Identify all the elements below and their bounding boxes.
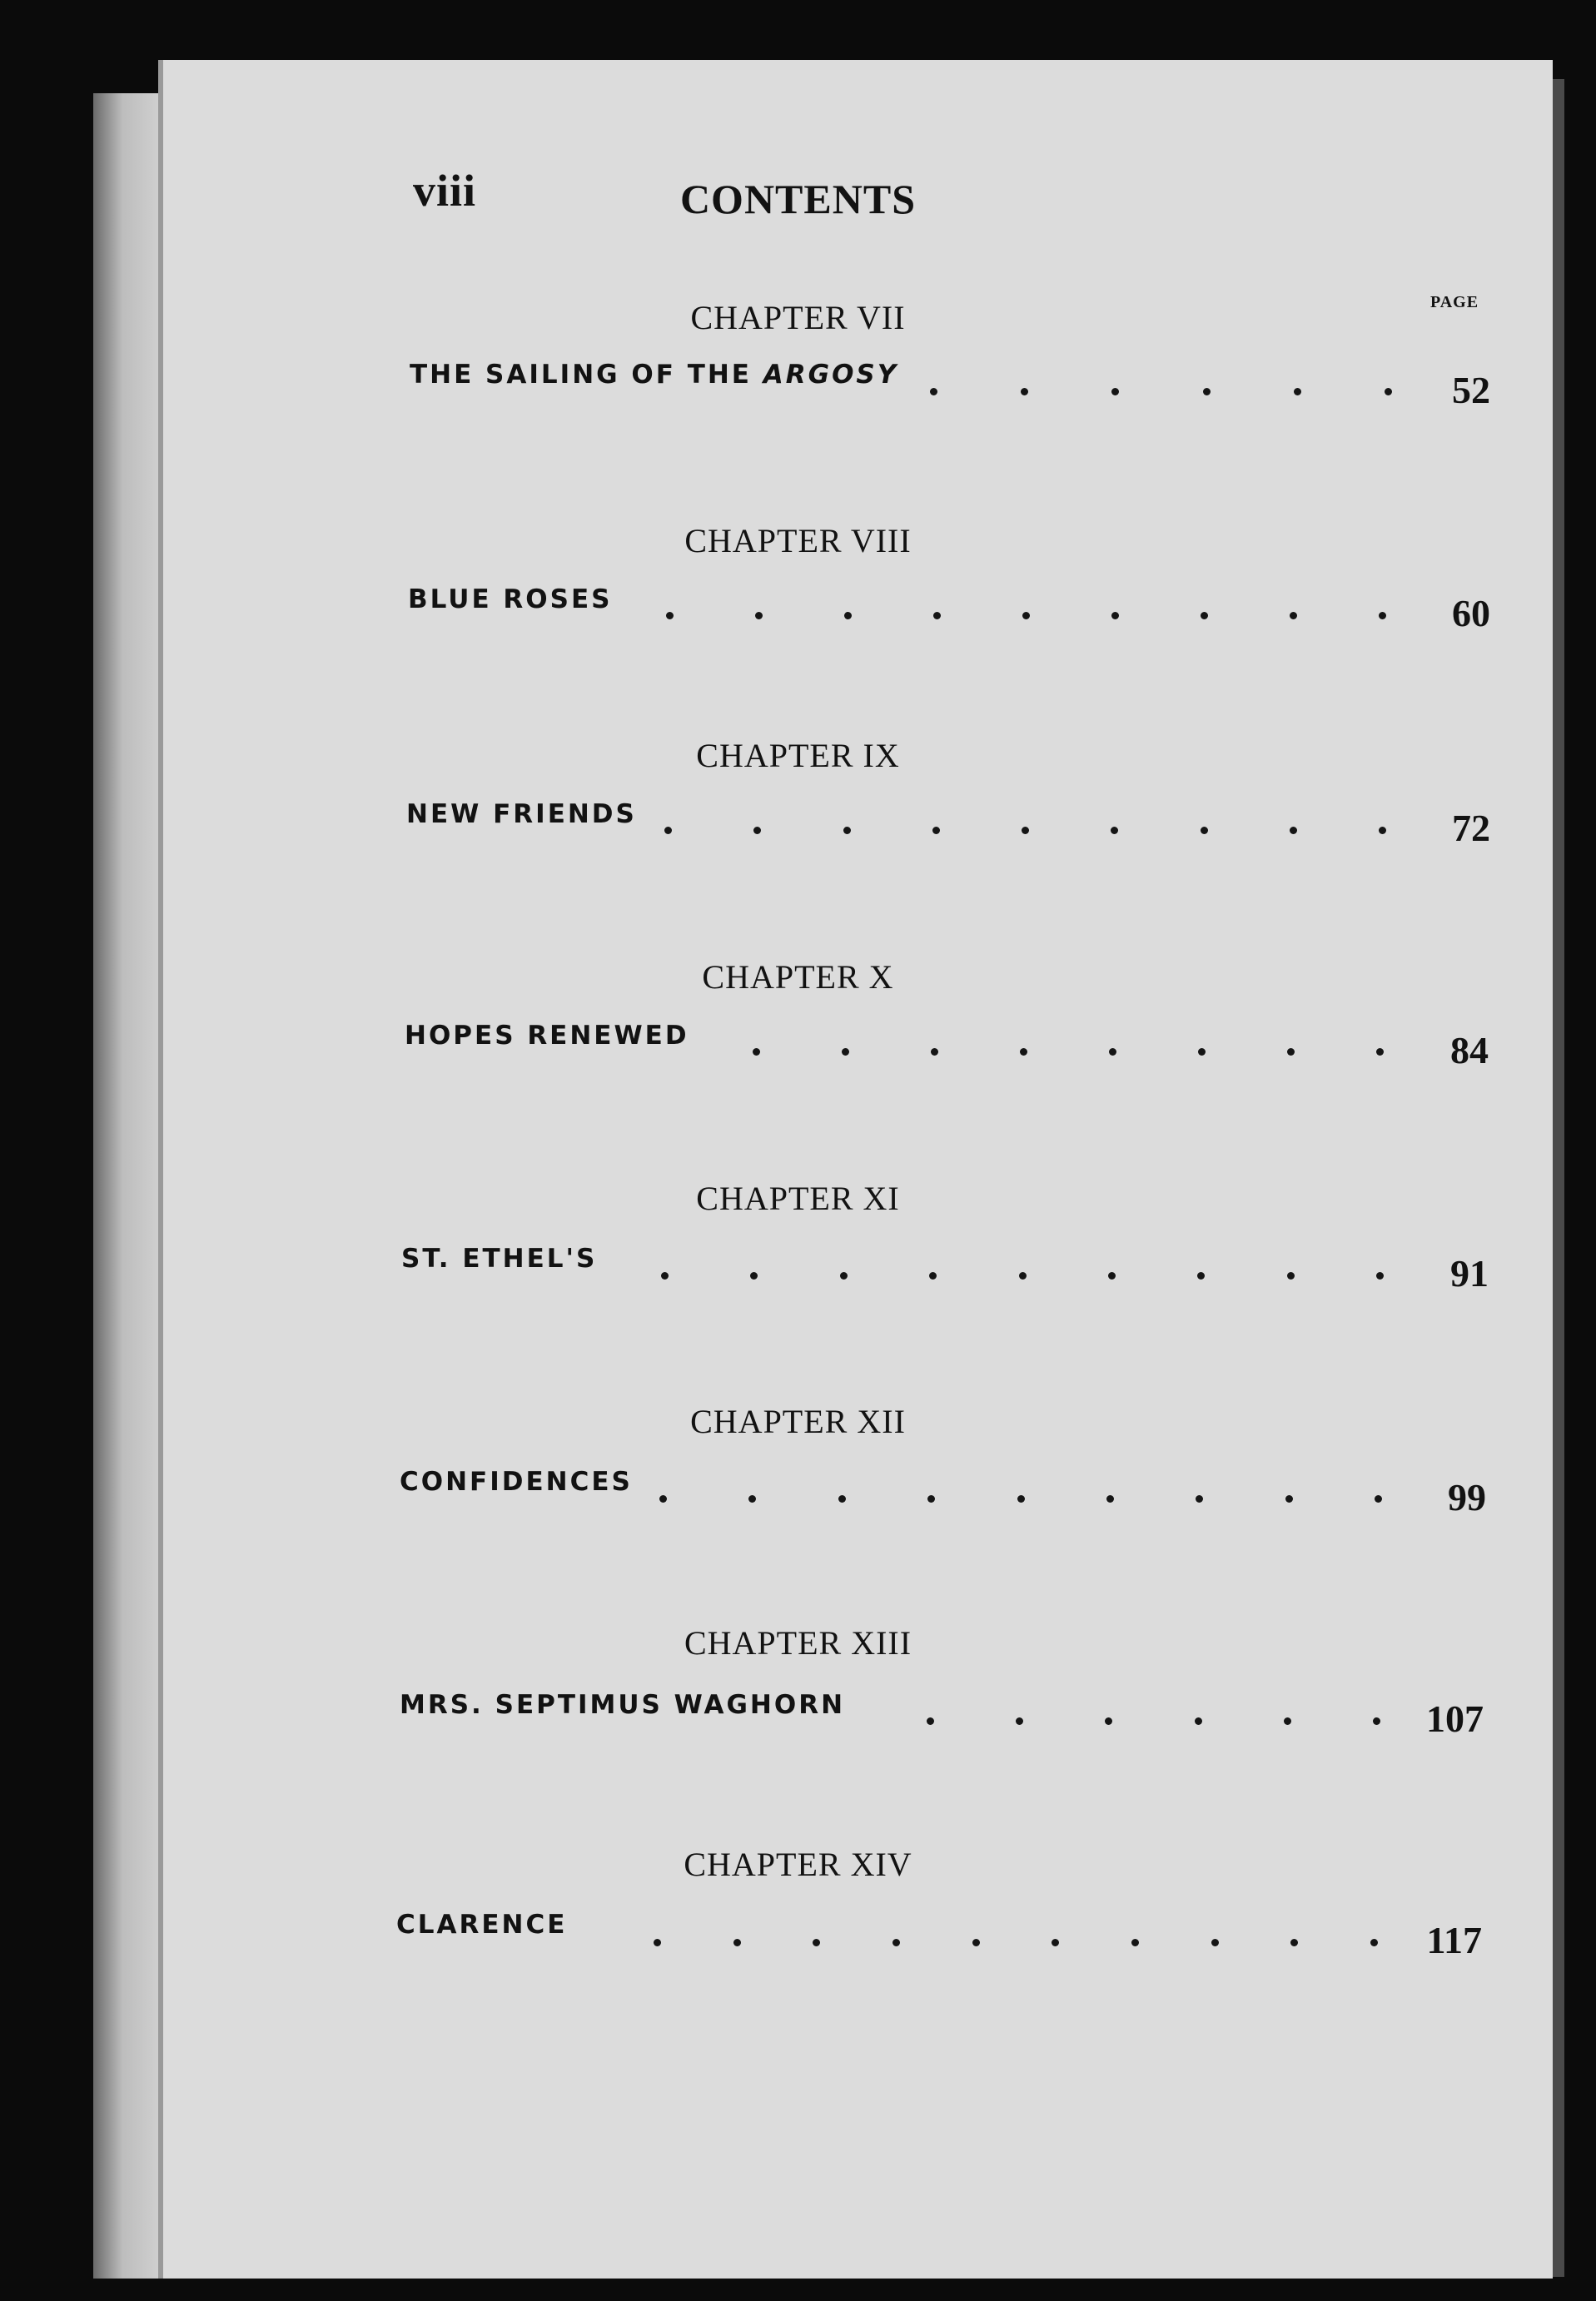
chapter-title: CONFIDENCES (400, 1467, 633, 1497)
chapter-heading: CHAPTER XII (690, 1403, 906, 1440)
page-folio: viii (413, 166, 477, 216)
chapter-title: BLUE ROSES (408, 584, 613, 614)
chapter-heading: CHAPTER XI (696, 1180, 900, 1217)
chapter-title: ST. ETHEL'S (401, 1244, 598, 1274)
dot-leader (927, 1704, 1380, 1737)
page-title: CONTENTS (679, 176, 917, 222)
dot-leader (659, 1482, 1382, 1515)
chapter-heading: CHAPTER VII (690, 299, 906, 336)
chapter-title: HOPES RENEWED (405, 1021, 689, 1051)
page-spine (158, 60, 163, 2279)
page-number: 91 (1450, 1252, 1489, 1295)
page-number: 117 (1426, 1919, 1482, 1961)
dot-leader (753, 1035, 1384, 1068)
chapter-heading: CHAPTER VIII (684, 522, 912, 559)
dot-leader (930, 375, 1392, 408)
chapter-heading: CHAPTER IX (696, 737, 900, 774)
dot-leader (664, 813, 1386, 847)
dot-leader (661, 1259, 1384, 1292)
page-right-shadow (1553, 79, 1564, 2277)
page-number: 52 (1452, 369, 1490, 411)
page-number: 107 (1426, 1697, 1484, 1740)
page-number: 72 (1452, 807, 1490, 849)
chapter-title: MRS. SEPTIMUS WAGHORN (400, 1690, 846, 1720)
page-column-label: PAGE (1430, 293, 1479, 311)
dot-leader (666, 599, 1386, 632)
chapter-title: NEW FRIENDS (406, 799, 637, 829)
page-number: 84 (1450, 1029, 1489, 1071)
chapter-title: CLARENCE (396, 1910, 568, 1940)
dot-leader (654, 1926, 1378, 1959)
chapter-heading: CHAPTER XIV (684, 1846, 912, 1883)
chapter-heading: CHAPTER X (702, 958, 894, 996)
page-number: 99 (1448, 1476, 1486, 1518)
chapter-heading: CHAPTER XIII (684, 1624, 912, 1662)
chapter-title: THE SAILING OF THE ARGOSY (410, 360, 899, 390)
page-number: 60 (1452, 592, 1490, 634)
